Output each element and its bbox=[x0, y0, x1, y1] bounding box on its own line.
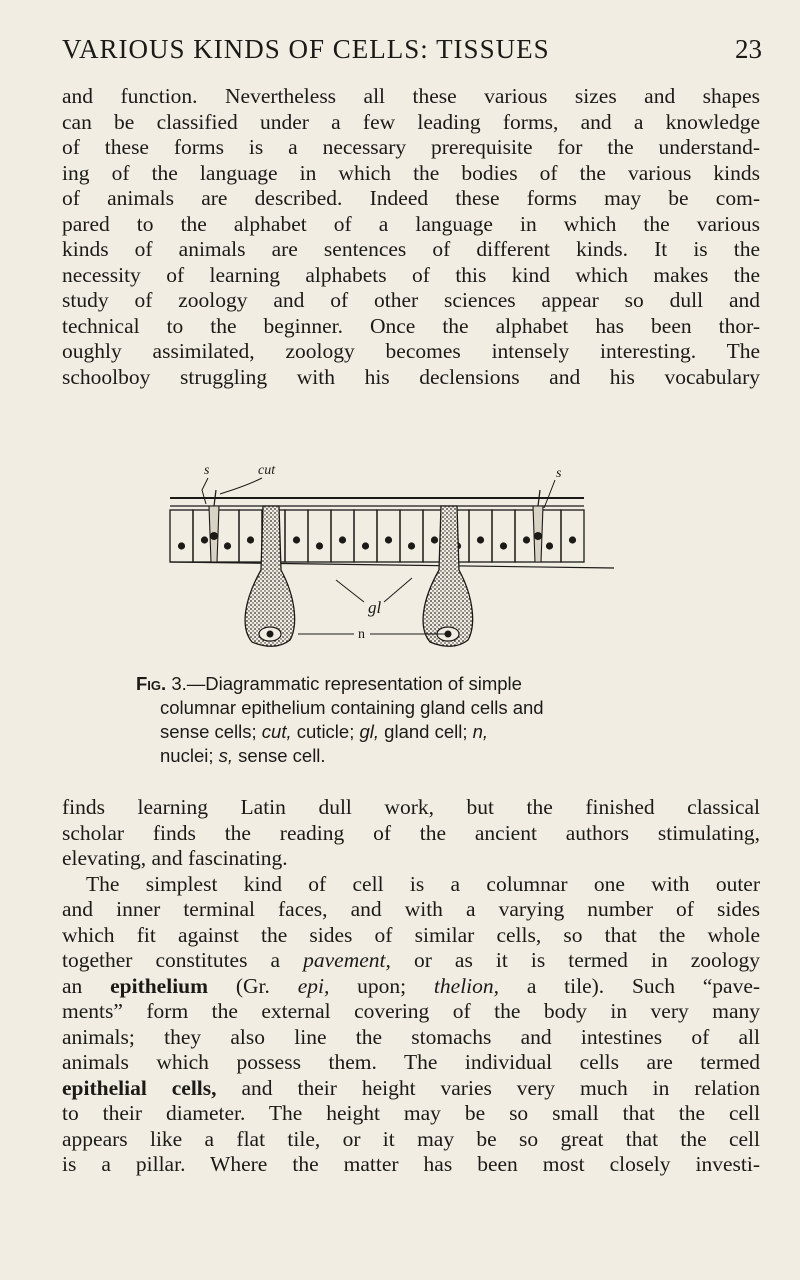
text-line: scholar finds the reading of the ancient authors stimulating, bbox=[62, 820, 760, 845]
text-line: of animals are described. Indeed these forms may be com- bbox=[62, 186, 760, 210]
text-line: animals; they also line the stomachs and intestines of all bbox=[62, 1024, 760, 1049]
figure-caption bbox=[136, 672, 720, 768]
cell-nucleus bbox=[316, 542, 323, 549]
epithelium-diagram bbox=[150, 460, 640, 670]
caption-fig: Fig. bbox=[136, 673, 167, 694]
caption-term: n, bbox=[472, 721, 489, 742]
text-line: epithelial cells, and their height varies very much in relation bbox=[62, 1075, 761, 1100]
paragraph-1 bbox=[62, 84, 760, 390]
text-line: an epithelium (Gr. epi, upon; thelion, a tile). Such “pave- bbox=[62, 973, 761, 998]
epithelium-figure bbox=[150, 460, 640, 670]
columnar-cell bbox=[377, 510, 400, 562]
running-title: VARIOUS KINDS OF CELLS: TISSUES bbox=[62, 34, 550, 64]
label-cut: cut bbox=[258, 463, 276, 478]
caption-term: cut, bbox=[261, 721, 292, 742]
text-line: appears like a flat tile, or it may be so great that the cell bbox=[62, 1126, 760, 1151]
leader-s-left bbox=[202, 478, 208, 504]
caption-text: sense cells; bbox=[160, 721, 257, 742]
cell-nucleus bbox=[362, 542, 369, 549]
text-line: The simplest kind of cell is a columnar one with outer bbox=[86, 871, 760, 896]
columnar-cell bbox=[400, 510, 423, 562]
caption-line bbox=[136, 720, 720, 744]
caption-text: nuclei; bbox=[160, 745, 214, 766]
columnar-cell bbox=[170, 510, 193, 562]
basement-line bbox=[170, 562, 614, 568]
text-line: of these forms is a necessary prerequisite for the understand- bbox=[62, 135, 760, 159]
leader-cut bbox=[220, 478, 262, 494]
text-line: oughly assimilated, zoology becomes intensely interesting. The bbox=[62, 339, 760, 363]
text-line: to their diameter. The height may be so small that the cell bbox=[62, 1101, 760, 1125]
sense-nucleus bbox=[210, 532, 218, 540]
columnar-cell bbox=[216, 510, 239, 562]
text-line: pared to the alphabet of a language in which the various bbox=[62, 211, 760, 236]
cell-nucleus bbox=[385, 536, 392, 543]
caption-line bbox=[136, 672, 720, 696]
label-s-left: s bbox=[204, 463, 210, 478]
gland-nucleolus bbox=[267, 631, 274, 638]
cell-row bbox=[170, 498, 614, 568]
caption-term: s, bbox=[218, 745, 234, 766]
label-n: n bbox=[358, 627, 365, 642]
cell-nucleus bbox=[546, 542, 553, 549]
gland-cell bbox=[245, 506, 295, 646]
text-line: necessity of learning alphabets of this kind which makes the bbox=[62, 262, 760, 287]
columnar-cell bbox=[331, 510, 354, 562]
gland-cells bbox=[245, 506, 473, 646]
term-epi: epi, bbox=[297, 973, 330, 998]
sense-cells bbox=[209, 490, 543, 562]
text-line: elevating, and fascinating. bbox=[62, 846, 288, 870]
caption-line bbox=[136, 744, 720, 768]
paragraph-2 bbox=[62, 795, 760, 1178]
term-epithelium: epithelium bbox=[110, 973, 209, 998]
text-line: together constitutes a pavement, or as it is termed in zoology bbox=[62, 948, 761, 972]
cell-nucleus bbox=[224, 542, 231, 549]
leader-gl-left bbox=[336, 580, 364, 602]
running-head bbox=[62, 34, 762, 70]
caption-term: gl, bbox=[359, 721, 380, 742]
cell-nucleus bbox=[408, 542, 415, 549]
cell-nucleus bbox=[247, 536, 254, 543]
leader-gl-right bbox=[384, 578, 412, 602]
gland-cell bbox=[423, 506, 473, 646]
columnar-cell bbox=[492, 510, 515, 562]
caption-text: gland cell; bbox=[384, 721, 468, 742]
caption-number: 3. bbox=[171, 673, 187, 694]
cell-nucleus bbox=[477, 536, 484, 543]
label-s-right: s bbox=[556, 466, 562, 481]
columnar-cell bbox=[561, 510, 584, 562]
cell-nucleus bbox=[293, 536, 300, 543]
columnar-cell bbox=[239, 510, 262, 562]
text-line: schoolboy struggling with his declensions and his vocabulary bbox=[62, 364, 760, 389]
cell-nucleus bbox=[339, 536, 346, 543]
term-thelion: thelion, bbox=[433, 973, 500, 998]
caption-text: —Diagrammatic representation of simple bbox=[186, 673, 522, 694]
text-line: kinds of animals are sentences of different kinds. It is the bbox=[62, 237, 760, 261]
term-pavement: pavement, bbox=[303, 948, 391, 972]
text-line: technical to the beginner. Once the alphabet has been thor- bbox=[62, 313, 760, 338]
columnar-cell bbox=[308, 510, 331, 562]
cell-nucleus bbox=[569, 536, 576, 543]
columnar-cell bbox=[354, 510, 377, 562]
term-epithelial-cells: epithelial cells, bbox=[62, 1075, 217, 1100]
sense-nucleus bbox=[534, 532, 542, 540]
columnar-cell bbox=[285, 510, 308, 562]
cell-nucleus bbox=[178, 542, 185, 549]
page-number: 23 bbox=[735, 34, 762, 64]
text-line: can be classified under a few leading forms, and a knowledge bbox=[62, 109, 760, 134]
text-line: is a pillar. Where the matter has been most closely investi- bbox=[62, 1152, 760, 1176]
cell-nucleus bbox=[523, 536, 530, 543]
cell-nucleus bbox=[431, 536, 438, 543]
text-line: ments” form the external covering of the body in very many bbox=[62, 999, 760, 1023]
text-line: study of zoology and of other sciences appear so dull and bbox=[62, 288, 760, 312]
cell-nucleus bbox=[201, 536, 208, 543]
text-line: animals which possess them. The individual cells are termed bbox=[62, 1050, 760, 1074]
caption-line: columnar epithelium containing gland cells and bbox=[160, 697, 544, 718]
columnar-cell bbox=[469, 510, 492, 562]
leader-s-right bbox=[544, 480, 555, 508]
caption-text: sense cell. bbox=[238, 745, 326, 766]
text-line: ing of the language in which the bodies of the various kinds bbox=[62, 160, 760, 185]
label-gl: gl bbox=[368, 598, 382, 617]
text-line: finds learning Latin dull work, but the finished classical bbox=[62, 795, 760, 819]
caption-text: cuticle; bbox=[296, 721, 355, 742]
text-line: which fit against the sides of similar cells, so that the whole bbox=[62, 922, 760, 947]
text-line: and inner terminal faces, and with a varying number of sides bbox=[62, 897, 760, 921]
cell-nucleus bbox=[500, 542, 507, 549]
text-line: and function. Nevertheless all these various sizes and shapes bbox=[62, 84, 760, 108]
